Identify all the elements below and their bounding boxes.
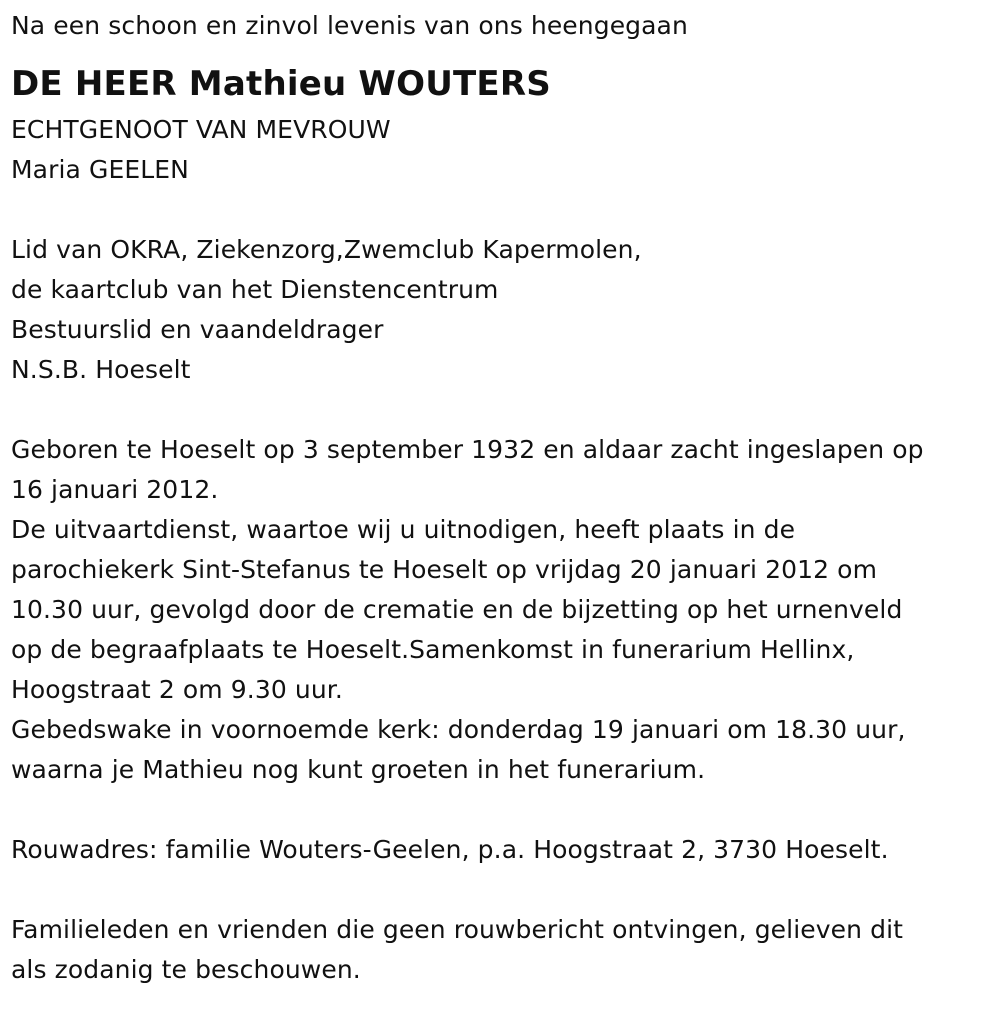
- details-line: op de begraafplaats te Hoeselt.Samenkomst in funerarium Hellinx,: [11, 635, 855, 664]
- details-line: Geboren te Hoeselt op 3 september 1932 en aldaar zacht ingeslapen op: [11, 435, 924, 464]
- membership-line: Lid van OKRA, Ziekenzorg,Zwemclub Kapermolen,: [11, 235, 642, 264]
- membership-line: de kaartclub van het Dienstencentrum: [11, 275, 499, 304]
- details-line: parochiekerk Sint-Stefanus te Hoeselt op vrijdag 20 januari 2012 om: [11, 555, 878, 584]
- spacer: [11, 190, 1000, 230]
- spacer: [11, 790, 1000, 830]
- spacer: [11, 390, 1000, 430]
- details-line: waarna je Mathieu nog kunt groeten in het funerarium.: [11, 755, 706, 784]
- deceased-name: DE HEER Mathieu WOUTERS: [11, 64, 551, 104]
- details-line: De uitvaartdienst, waartoe wij u uitnodigen, heeft plaats in de: [11, 515, 796, 544]
- membership-line: Bestuurslid en vaandeldrager: [11, 315, 384, 344]
- details-line: Gebedswake in voornoemde kerk: donderdag 19 januari om 18.30 uur,: [11, 715, 906, 744]
- closing-line: als zodanig te beschouwen.: [11, 955, 361, 984]
- mourning-address: Rouwadres: familie Wouters-Geelen, p.a. Hoogstraat 2, 3730 Hoeselt.: [11, 835, 889, 864]
- details-line: 16 januari 2012.: [11, 475, 219, 504]
- spouse-name: Maria GEELEN: [11, 155, 189, 184]
- details-line: 10.30 uur, gevolgd door de crematie en de bijzetting op het urnenveld: [11, 595, 903, 624]
- intro-text: Na een schoon en zinvol levenis van ons heengegaan: [11, 11, 688, 40]
- details-line: Hoogstraat 2 om 9.30 uur.: [11, 675, 343, 704]
- spacer: [11, 870, 1000, 910]
- membership-line: N.S.B. Hoeselt: [11, 355, 191, 384]
- spouse-line: ECHTGENOOT VAN MEVROUW: [11, 115, 391, 144]
- closing-line: Familieleden en vrienden die geen rouwbericht ontvingen, gelieven dit: [11, 915, 904, 944]
